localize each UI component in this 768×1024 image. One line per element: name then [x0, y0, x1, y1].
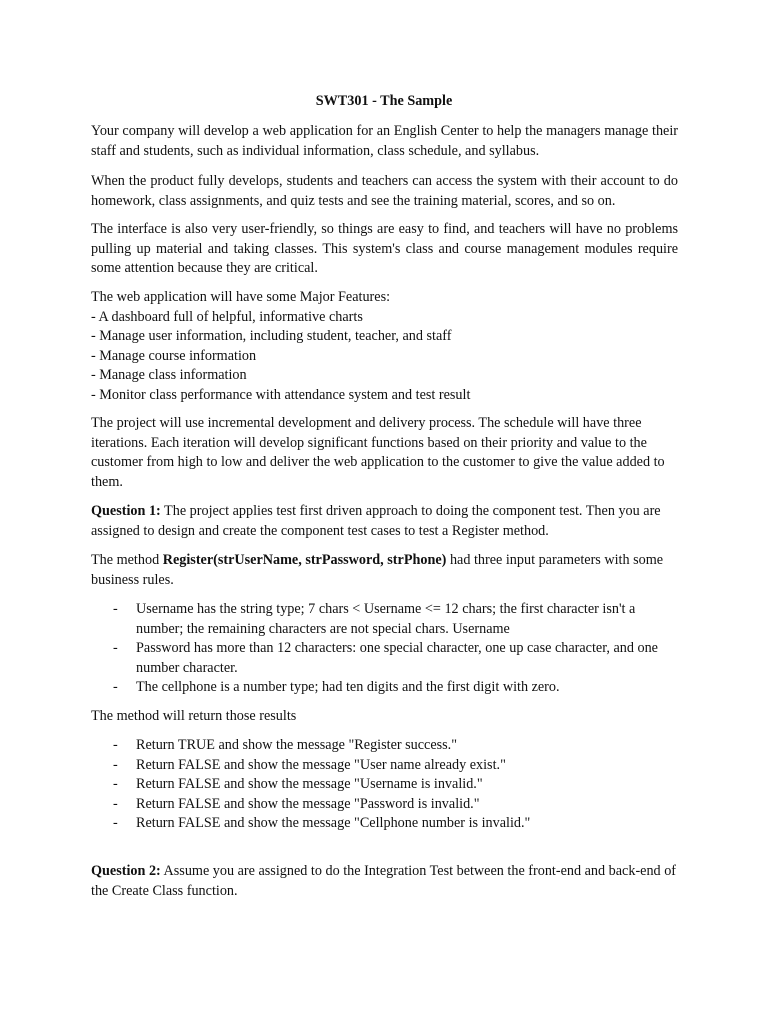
list-item: [91, 678, 678, 698]
results-intro: The method will return those results: [91, 708, 297, 724]
feature-item: - Manage class information: [91, 367, 247, 383]
feature-item: - A dashboard full of helpful, informative charts: [91, 308, 363, 325]
feature-item: - Manage user information, including student, teacher, and staff: [91, 328, 452, 344]
bullet-dash: -: [113, 601, 118, 617]
question-2-text: Assume you are assigned to do the Integration Test between the front-end and back-end of the Create Class function.: [91, 863, 677, 899]
features-intro: The web application will have some Major Features:: [91, 289, 391, 305]
list-item: [91, 736, 678, 756]
feature-item: - Manage course information: [91, 347, 257, 364]
feature-item: - Monitor class performance with attendance system and test result: [91, 386, 471, 403]
result-text: Return FALSE and show the message "User name already exist.": [136, 756, 506, 773]
list-item: [91, 756, 678, 776]
list-item: [91, 795, 678, 815]
question-2-label: Question 2:: [91, 863, 161, 879]
method-suffix: had three input parameters with some business rules.: [91, 552, 664, 588]
bullet-dash: -: [113, 756, 118, 773]
major-features: [91, 288, 678, 405]
method-paragraph: [91, 551, 678, 590]
document-title: SWT301 - The Sample: [315, 93, 453, 109]
business-rules-list: [91, 600, 678, 698]
interface-paragraph: The interface is also very user-friendly, so things are easy to find, and teachers will have no problems pulling up material and taking classes. This system's class and course management modules require some attention because they are critical.: [91, 221, 678, 276]
question-1-text: The project applies test first driven approach to doing the component test. Then you are assigned to design and create the component test cases to test a Register method.: [91, 503, 661, 539]
list-item: [91, 600, 678, 639]
result-text: Return TRUE and show the message "Register success.": [136, 737, 458, 753]
method-prefix: The method: [91, 552, 163, 568]
bullet-dash: -: [113, 640, 118, 656]
question-1-label: Question 1:: [91, 503, 161, 519]
bullet-dash: -: [113, 737, 118, 753]
result-text: Return FALSE and show the message "Username is invalid.": [136, 776, 483, 792]
bullet-dash: -: [113, 679, 118, 695]
method-signature: Register(strUserName, strPassword, strPhone): [162, 552, 447, 568]
bullet-dash: -: [113, 815, 118, 831]
result-text: Return FALSE and show the message "Password is invalid.": [136, 795, 480, 812]
question-2: [91, 862, 678, 901]
results-list: [91, 736, 678, 834]
list-item: [91, 814, 678, 834]
rule-text: The cellphone is a number type; had ten digits and the first digit with zero.: [136, 679, 560, 695]
process-paragraph: The project will use incremental development and delivery process. The schedule will have three iterations. Each iteration will develop significant functions based on their priority and value to the customer from high to low and deliver the web application to the customer to give the value added to them.: [91, 415, 665, 490]
rule-text: Username has the string type; 7 chars < Username <= 12 chars; the first character isn't a number; the remaining characters are not special chars. Username: [136, 601, 636, 637]
list-item: [91, 775, 678, 795]
intro-paragraph: Your company will develop a web application for an English Center to help the managers manage their staff and students, such as individual information, class schedule, and syllabus.: [91, 123, 678, 159]
rule-text: Password has more than 12 characters: one special character, one up case character, and one number character.: [136, 640, 658, 676]
question-1: [91, 502, 678, 541]
bullet-dash: -: [113, 776, 118, 792]
result-text: Return FALSE and show the message "Cellphone number is invalid.": [136, 815, 531, 831]
bullet-dash: -: [113, 795, 118, 812]
access-paragraph: When the product fully develops, students and teachers can access the system with their account to do homework, class assignments, and quiz tests and see the training material, scores, and so on.: [91, 173, 678, 209]
list-item: [91, 639, 678, 678]
